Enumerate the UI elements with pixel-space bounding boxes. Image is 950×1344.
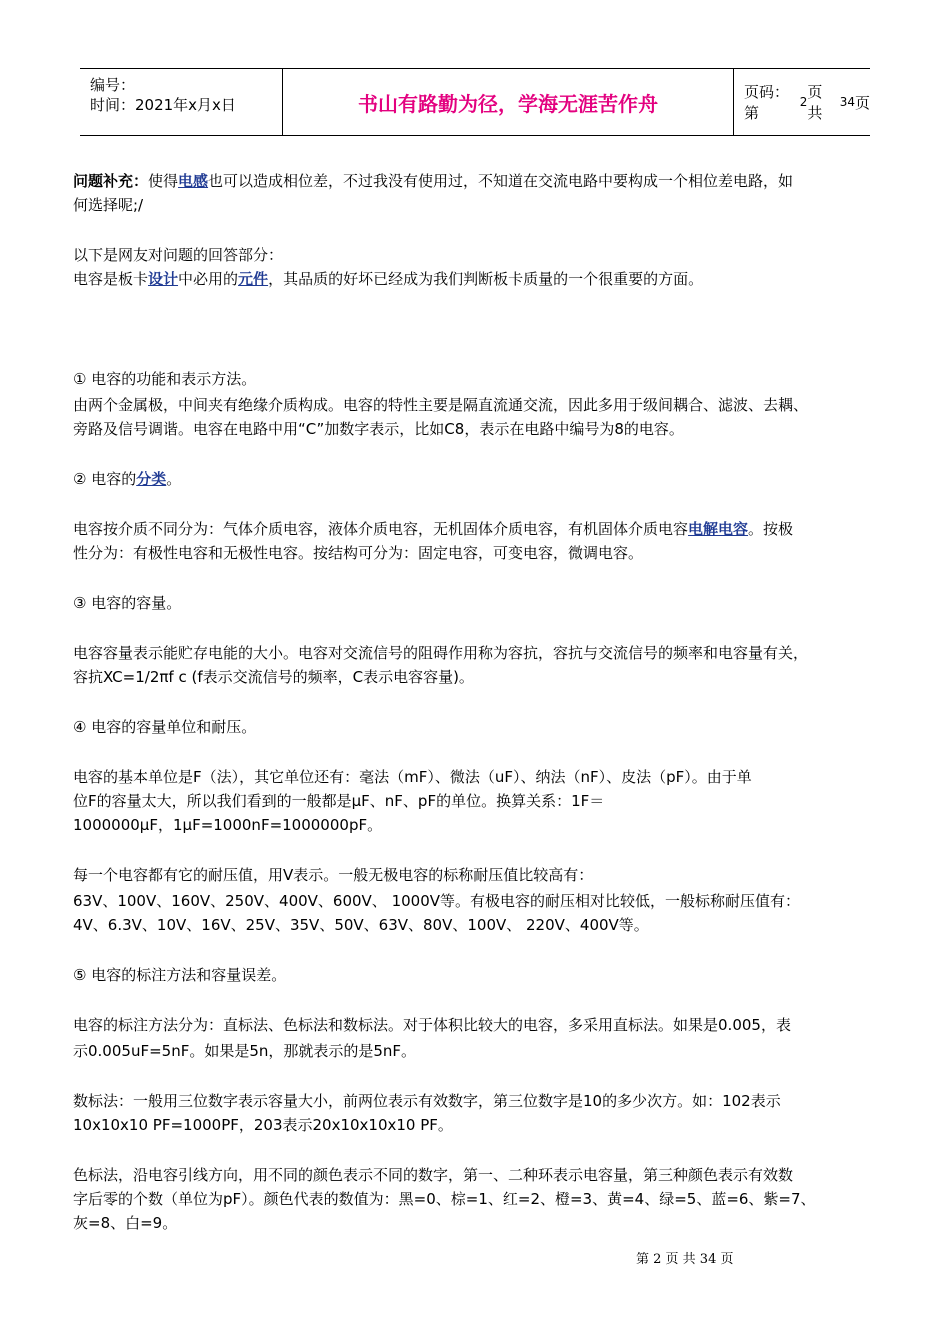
section-2-heading	[73, 468, 181, 490]
section-2-line-2: 性分为：有极性电容和无极性电容。按结构可分为：固定电容，可变电容，微调电容。	[73, 544, 644, 562]
text-span: 使得	[148, 172, 179, 190]
color-code-line-3: 灰=8、白=9。	[73, 1214, 178, 1232]
page-footer: 第 2 页 共 34 页	[636, 1252, 734, 1267]
section-5-line-2: 示0.005uF=5nF。如果是5n，那就表示的是5nF。	[73, 1042, 417, 1060]
section-1-line-1: 由两个金属极，中间夹有绝缘介质构成。电容的特性主要是隔直流通交流，因此多用于级间耦合、滤波、去耦、	[73, 396, 809, 414]
link-electrolytic-capacitor[interactable]: 电解电容	[688, 520, 749, 538]
page-number: 2	[799, 95, 808, 109]
text-span: 电容是板卡	[73, 270, 149, 288]
date-label: 时间：2021年x月x日	[90, 96, 236, 114]
section-4-line-2: 位F的容量太大，所以我们看到的一般都是μF、nF、pF的单位。换算关系：1F＝	[73, 792, 605, 810]
page-label: 页码：第	[744, 83, 790, 122]
link-design[interactable]: 设计	[148, 270, 179, 288]
numeric-label-line-1: 数标法：一般用三位数字表示容量大小，前两位表示有效数字，第三位数字是10的多少次方。如：102表示	[73, 1092, 781, 1110]
color-code-line-2: 字后零的个数（单位为pF）。颜色代表的数值为：黑=0、棕=1、红=2、橙=3、黄=4、绿=5、蓝=6、紫=7、	[73, 1190, 816, 1208]
text-span: 中必用的	[178, 270, 239, 288]
text-span: 电容按介质不同分为：气体介质电容，液体介质电容，无机固体介质电容，有机固体介质电容	[73, 520, 689, 538]
page-total: 34	[839, 95, 855, 109]
header-page-info	[734, 69, 870, 135]
text-span: 。	[166, 470, 182, 488]
serial-number-label: 编号：	[90, 76, 136, 94]
answer-intro: 以下是网友对问题的回答部分：	[73, 246, 284, 264]
section-2-line-1	[73, 518, 793, 540]
section-1-line-2: 旁路及信号调谐。电容在电路中用“C”加数字表示，比如C8，表示在电路中编号为8的电容。	[73, 420, 684, 438]
link-inductor[interactable]: 电感	[178, 172, 209, 190]
page-end: 页	[854, 93, 870, 112]
header-motto: 书山有路勤为径，学海无涯苦作舟	[282, 69, 734, 135]
text-span: ② 电容的	[73, 470, 137, 488]
section-1-heading: ① 电容的功能和表示方法。	[73, 370, 257, 388]
text-span: 也可以造成相位差，不过我没有使用过，不知道在交流电路中要构成一个相位差电路，如	[208, 172, 794, 190]
section-3-line-2: 容抗XC=1/2πf c (f表示交流信号的频率，C表示电容容量)。	[73, 668, 474, 686]
voltage-line-1: 每一个电容都有它的耐压值，用V表示。一般无极电容的标称耐压值比较高有：	[73, 866, 594, 884]
question-line-2: 何选择呢;/	[73, 196, 144, 214]
section-5-heading: ⑤ 电容的标注方法和容量误差。	[73, 966, 287, 984]
section-4-line-1: 电容的基本单位是F（法），其它单位还有：毫法（mF）、微法（uF）、纳法（nF）、皮法（pF）。由于单	[73, 768, 752, 786]
text-span: 。按极	[748, 520, 794, 538]
section-4-line-3: 1000000μF，1μF=1000nF=1000000pF。	[73, 816, 383, 834]
voltage-line-3: 4V、6.3V、10V、16V、25V、35V、50V、63V、80V、100V、 220V、400V等。	[73, 916, 649, 934]
section-5-line-1: 电容的标注方法分为：直标法、色标法和数标法。对于体积比较大的电容，多采用直标法。如果是0.005，表	[73, 1016, 791, 1034]
page-mid: 页 共	[807, 83, 823, 122]
numeric-label-line-2: 10x10x10 PF=1000PF，203表示20x10x10x10 PF。	[73, 1116, 453, 1134]
color-code-line-1: 色标法，沿电容引线方向，用不同的颜色表示不同的数字，第一、二种环表示电容量，第三种颜色表示有效数	[73, 1166, 794, 1184]
section-4-heading: ④ 电容的容量单位和耐压。	[73, 718, 257, 736]
page-header	[80, 68, 870, 136]
link-component[interactable]: 元件	[238, 270, 269, 288]
section-3-heading: ③ 电容的容量。	[73, 594, 182, 612]
link-classification[interactable]: 分类	[136, 470, 167, 488]
text-span: ，其品质的好坏已经成为我们判断板卡质量的一个很重要的方面。	[268, 270, 704, 288]
question-line-1	[73, 170, 793, 192]
voltage-line-2: 63V、100V、160V、250V、400V、600V、 1000V等。有极电容的耐压相对比较低，一般标称耐压值有：	[73, 892, 801, 910]
header-left	[80, 69, 282, 135]
question-label: 问题补充：	[73, 172, 149, 190]
paragraph-intro	[73, 268, 703, 290]
section-3-line-1: 电容容量表示能贮存电能的大小。电容对交流信号的阻碍作用称为容抗，容抗与交流信号的频率和电容量有关，	[73, 644, 809, 662]
